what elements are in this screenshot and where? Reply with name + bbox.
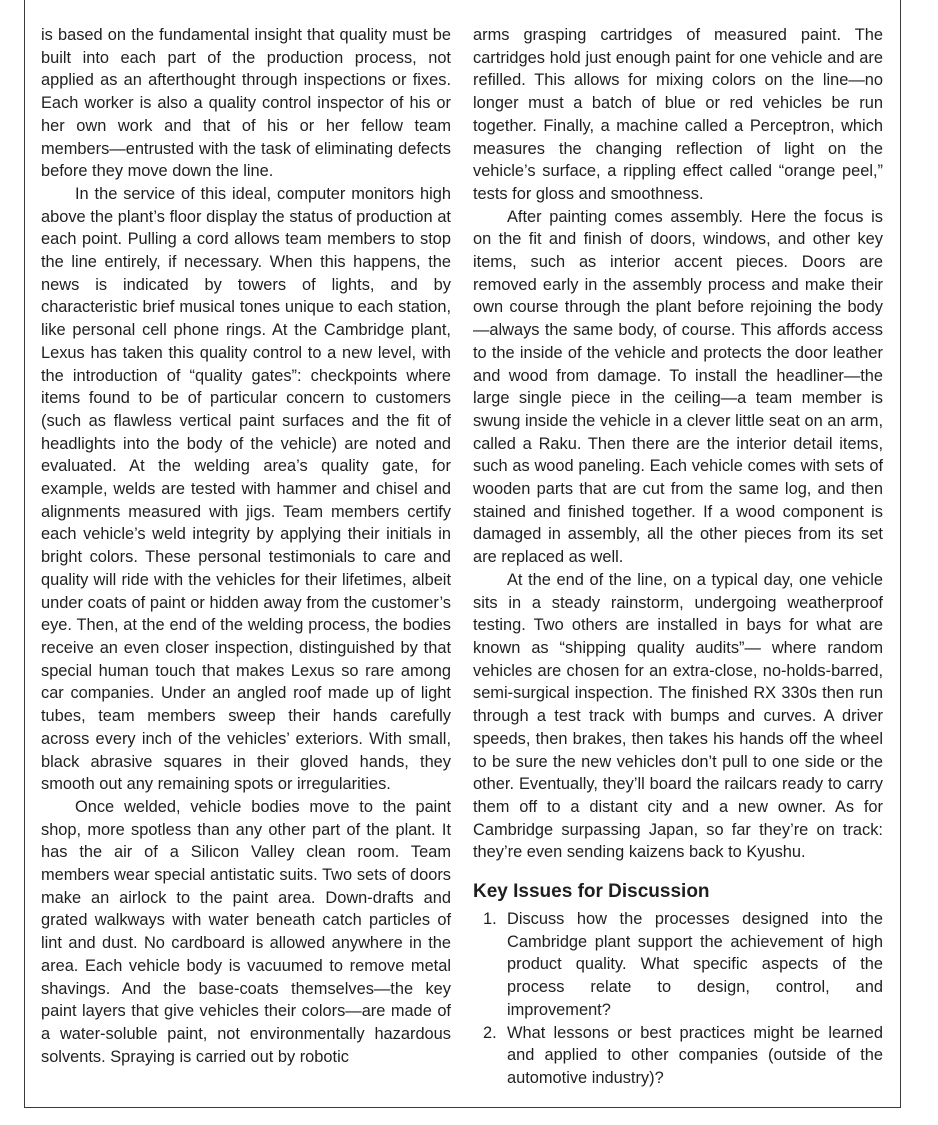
list-number: 1. <box>483 910 497 929</box>
list-item-text: What lessons or best practices might be learned and applied to other companies (outside of the automotive industry)? <box>507 1023 883 1087</box>
paragraph: After painting comes assembly. Here the focus is on the fit and finish of doors, windows, and other key items, such as interior accent pieces. Doors are removed early in the assembly process and make their own course through the plant before rejoining the body—always the same body, of course. This affords access to the inside of the vehicle and protects the door leather and wood from damage. To install the headliner—the large single piece in the ceiling—a team member is swung inside the vehicle in a clever little seat on an arm, called a Raku. Then there are the interior detail items, such as wood paneling. Each vehicle comes with sets of wooden parts that are cut from the same log, and then stained and finished together. If a wood component is damaged in assembly, all the other pieces from its set are replaced as well. <box>473 207 883 567</box>
paragraph: At the end of the line, on a typical day, one vehicle sits in a steady rainstorm, undergoing weatherproof testing. Two others are installed in bays for what are known as “shipping quality audits”— where random vehicles are chosen for an extra-close, no-holds-barred, semi-surgical inspection. The finished RX 330s then run through a test track with bumps and curves. A driver speeds, then brakes, then takes his hands off the wheel to be sure the new vehicles don’t pull to one side or the other. Eventually, they’ll board the railcars ready to carry them off to a distant city and a new owner. As for Cambridge surpassing Japan, so far they’re on track: they’re even sending kaizens back to Kyushu. <box>473 570 883 862</box>
paragraph: is based on the fundamental insight that quality must be built into each part of the production process, not applied as an afterthought through inspections or fixes. Each worker is also a quality control inspector of his or her own work and that of his or her fellow team members—entrusted with the task of eliminating defects before they move down the line. <box>41 26 451 181</box>
left-column <box>41 24 451 1068</box>
list-item <box>473 908 883 1022</box>
page-frame-left-rule <box>24 0 25 1108</box>
page-frame-right-rule <box>900 0 901 1108</box>
paragraph: In the service of this ideal, computer monitors high above the plant’s floor display the status of production at each point. Pulling a cord allows team members to stop the line entirely, if necessary. When this happens, the news is indicated by towers of lights, and by characteristic brief musical tones unique to each station, like personal cell phone rings. At the Cambridge plant, Lexus has taken this quality control to a new level, with the introduction of “quality gates”: checkpoints where items found to be of particular concern to customers (such as flawless vertical paint surfaces and the fit of headlights into the body of the vehicle) are noted and evaluated. At the welding area’s quality gate, for example, welds are tested with hammer and chisel and alignments measured with jigs. Team members certify each vehicle’s weld integrity by applying their initials in bright colors. These personal testimonials to care and quality will ride with the vehicles for their lifetimes, albeit under coats of paint or hidden away from the customer’s eye. Then, at the end of the welding process, the bodies receive an even closer inspection, distinguished by that special human touch that makes Lexus so rare among car companies. Under an angled roof made up of light tubes, team members sweep their hands carefully across every inch of the vehicles’ exteriors. With small, black abrasive squares in their gloved hands, they smooth out any remaining spots or irregularities. <box>41 184 451 794</box>
list-item <box>473 1022 883 1090</box>
section-heading: Key Issues for Discussion <box>473 881 710 903</box>
page-frame-bottom-rule <box>24 1107 901 1108</box>
list-item-text: Discuss how the processes designed into the Cambridge plant support the achievement of high product quality. What specific aspects of the process relate to design, control, and improvement? <box>507 910 883 1019</box>
discussion-list <box>473 908 883 1090</box>
list-number: 2. <box>483 1023 497 1042</box>
paragraph: Once welded, vehicle bodies move to the paint shop, more spotless than any other part of the plant. It has the air of a Silicon Valley clean room. Team members wear special antistatic suits. Two sets of doors make an airlock to the paint area. Down-drafts and grated walkways with water beneath catch particles of lint and dust. No cardboard is allowed anywhere in the area. Each vehicle body is vacuumed to remove metal shavings. And the base-coats themselves—the key paint layers that give vehicles their colors—are made of a water-soluble paint, not environmentally hazardous solvents. Spraying is carried out by robotic <box>41 797 451 1066</box>
right-column <box>473 24 883 1090</box>
paragraph: arms grasping cartridges of measured paint. The cartridges hold just enough paint for one vehicle and are refilled. This allows for mixing colors on the line—no longer must a batch of blue or red vehicles be run together. Finally, a machine called a Perceptron, which measures the changing reflection of light on the vehicle’s surface, a rippling effect called “orange peel,” tests for gloss and smoothness. <box>473 26 883 203</box>
